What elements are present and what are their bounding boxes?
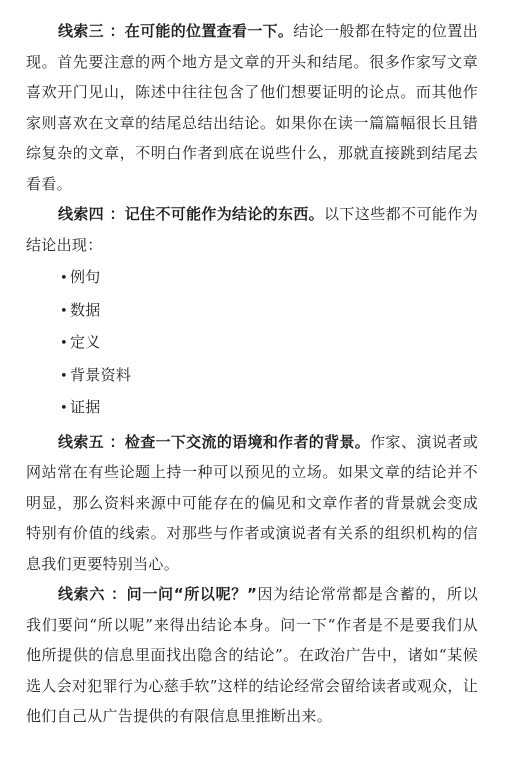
clue-five-text: 作家、演说者或网站常在有些论题上持一种可以预见的立场。如果文章的结论并不明显，那么资料来源中可能存在的偏见和文章作者的背景就会变成特别有价值的线索。对那些与作者或演说者有关系的组织机构的信息我们更要特别当心。	[26, 432, 478, 573]
list-item	[60, 360, 478, 393]
clue-six-heading: 线索六 ：问一问“所以呢？”	[58, 585, 258, 604]
list-item-text: 证据	[70, 398, 101, 417]
clue-five-paragraph	[26, 427, 478, 580]
clue-six-text: 因为结论常常都是含蓄的，所以我们要问“所以呢”来得出结论本身。问一下“作者是不是要我们从他所提供的信息里面找出隐含的结论”。在政治广告中，诸如“某候选人会对犯罪行为心慈手软”这样的结论经常会留给读者或观众，让他们自己从广告提供的有限信息里推断出来。	[26, 585, 478, 726]
list-item-text: 数据	[70, 300, 101, 319]
document-page	[26, 16, 478, 732]
clue-three-paragraph	[26, 16, 478, 199]
clue-five-heading: 线索五 ：检查一下交流的语境和作者的背景。	[58, 432, 371, 451]
list-item	[60, 327, 478, 360]
clue-six-paragraph	[26, 579, 478, 732]
list-item	[60, 295, 478, 328]
bullet-icon: •	[60, 401, 68, 417]
bullet-icon: •	[60, 271, 68, 286]
clue-four-heading: 线索四 ：记住不可能作为结论的东西。	[58, 205, 324, 223]
clue-three-text: 结论一般都在特定的位置出现。首先要注意的两个地方是文章的开头和结尾。很多作家写文章喜欢开门见山，陈述中往往包含了他们想要证明的论点。而其他作家则喜欢在文章的结尾总结出结论。如果你在读一篇篇幅很长且错综复杂的文章，不明白作者到底在说些什么，那就直接跳到结尾去看看。	[26, 22, 478, 193]
bullet-icon: •	[60, 336, 68, 352]
clue-four-paragraph	[26, 199, 478, 260]
list-item-text: 例句	[70, 268, 101, 286]
list-item	[60, 392, 478, 425]
clue-four-text: 以下这些都不可能作为结论出现：	[26, 205, 478, 254]
bullet-icon: •	[60, 303, 68, 319]
list-item-text: 定义	[70, 333, 101, 352]
clue-three-heading: 线索三 ：在可能的位置查看一下。	[58, 22, 294, 40]
list-item-text: 背景资料	[70, 365, 132, 384]
list-item	[60, 262, 478, 295]
non-conclusion-list	[26, 262, 478, 425]
bullet-icon: •	[60, 368, 68, 384]
